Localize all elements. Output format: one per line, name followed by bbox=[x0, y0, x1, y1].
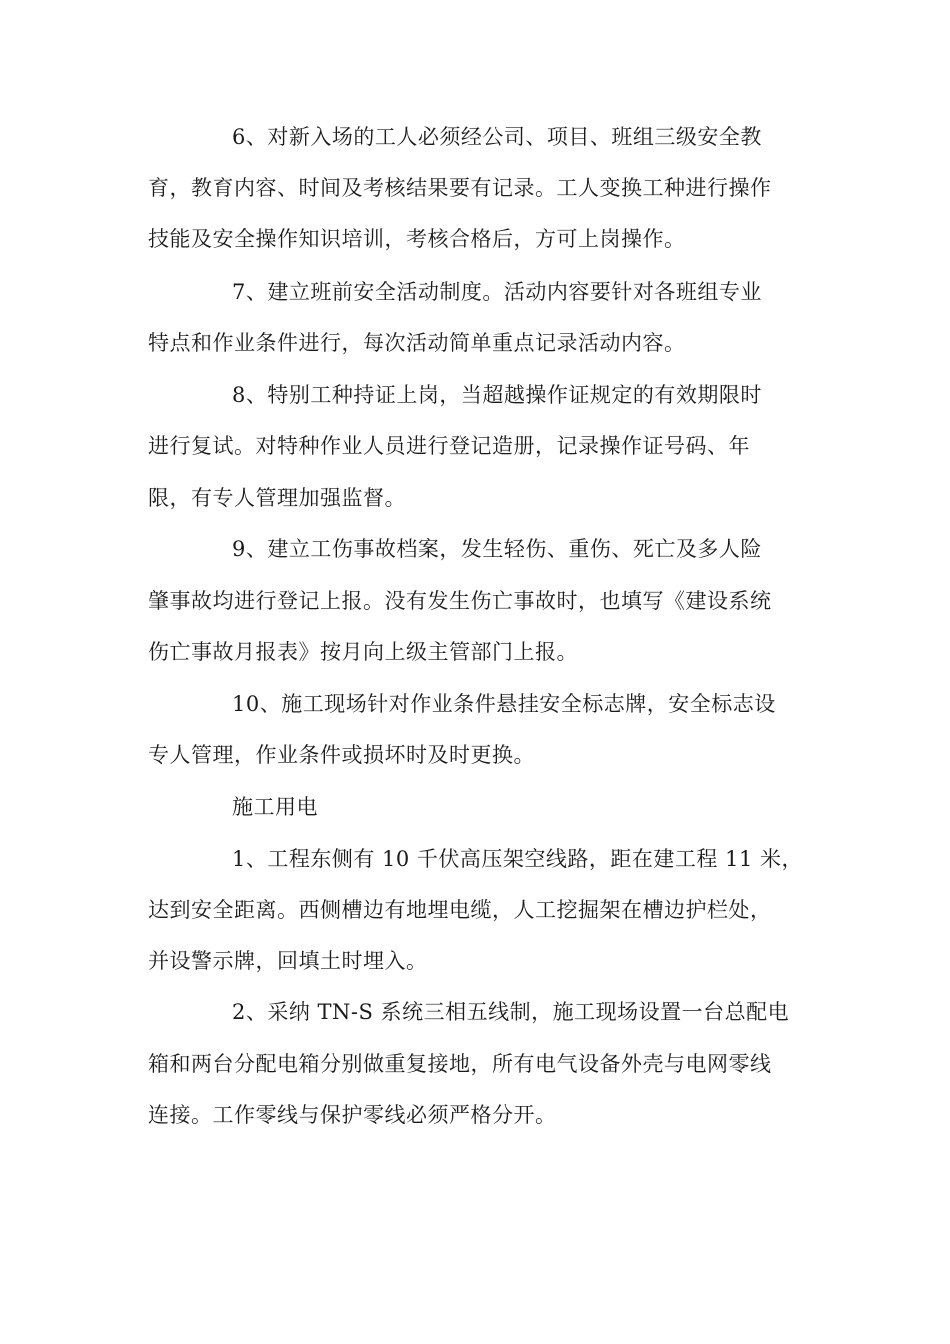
text-line: 达到安全距离。西侧槽边有地埋电缆，人工挖掘架在槽边护栏处， bbox=[148, 898, 772, 922]
text-line: 特点和作业条件进行，每次活动简单重点记录活动内容。 bbox=[148, 331, 686, 355]
text-line: 肇事故均进行登记上报。没有发生伤亡事故时，也填写《建设系统 bbox=[148, 589, 772, 613]
text-line: 1、工程东侧有 10 千伏高压架空线路，距在建工程 11 米， bbox=[232, 847, 804, 871]
text-line: 并设警示牌，回填土时埋入。 bbox=[148, 949, 428, 973]
text-line: 进行复试。对特种作业人员进行登记造册，记录操作证号码、年 bbox=[148, 434, 750, 458]
text-line: 箱和两台分配电箱分别做重复接地，所有电气设备外壳与电网零线 bbox=[148, 1052, 772, 1076]
text-line: 技能及安全操作知识培训，考核合格后，方可上岗操作。 bbox=[148, 227, 686, 251]
text-line: 8、特别工种持证上岗，当超越操作证规定的有效期限时 bbox=[232, 383, 762, 407]
section-heading: 施工用电 bbox=[232, 795, 318, 819]
text-line: 伤亡事故月报表》按月向上级主管部门上报。 bbox=[148, 640, 578, 664]
text-line: 9、建立工伤事故档案，发生轻伤、重伤、死亡及多人险 bbox=[232, 537, 762, 561]
text-line: 2、采纳 TN-S 系统三相五线制，施工现场设置一台总配电 bbox=[232, 1000, 790, 1024]
text-line: 连接。工作零线与保护零线必须严格分开。 bbox=[148, 1103, 557, 1127]
text-line: 专人管理，作业条件或损坏时及时更换。 bbox=[148, 743, 535, 767]
text-line: 7、建立班前安全活动制度。活动内容要针对各班组专业 bbox=[232, 280, 762, 304]
text-line: 限，有专人管理加强监督。 bbox=[148, 486, 406, 510]
text-line: 6、对新入场的工人必须经公司、项目、班组三级安全教 bbox=[232, 125, 762, 149]
text-line: 育，教育内容、时间及考核结果要有记录。工人变换工种进行操作 bbox=[148, 176, 772, 200]
text-line: 10、施工现场针对作业条件悬挂安全标志牌，安全标志设 bbox=[232, 692, 776, 716]
